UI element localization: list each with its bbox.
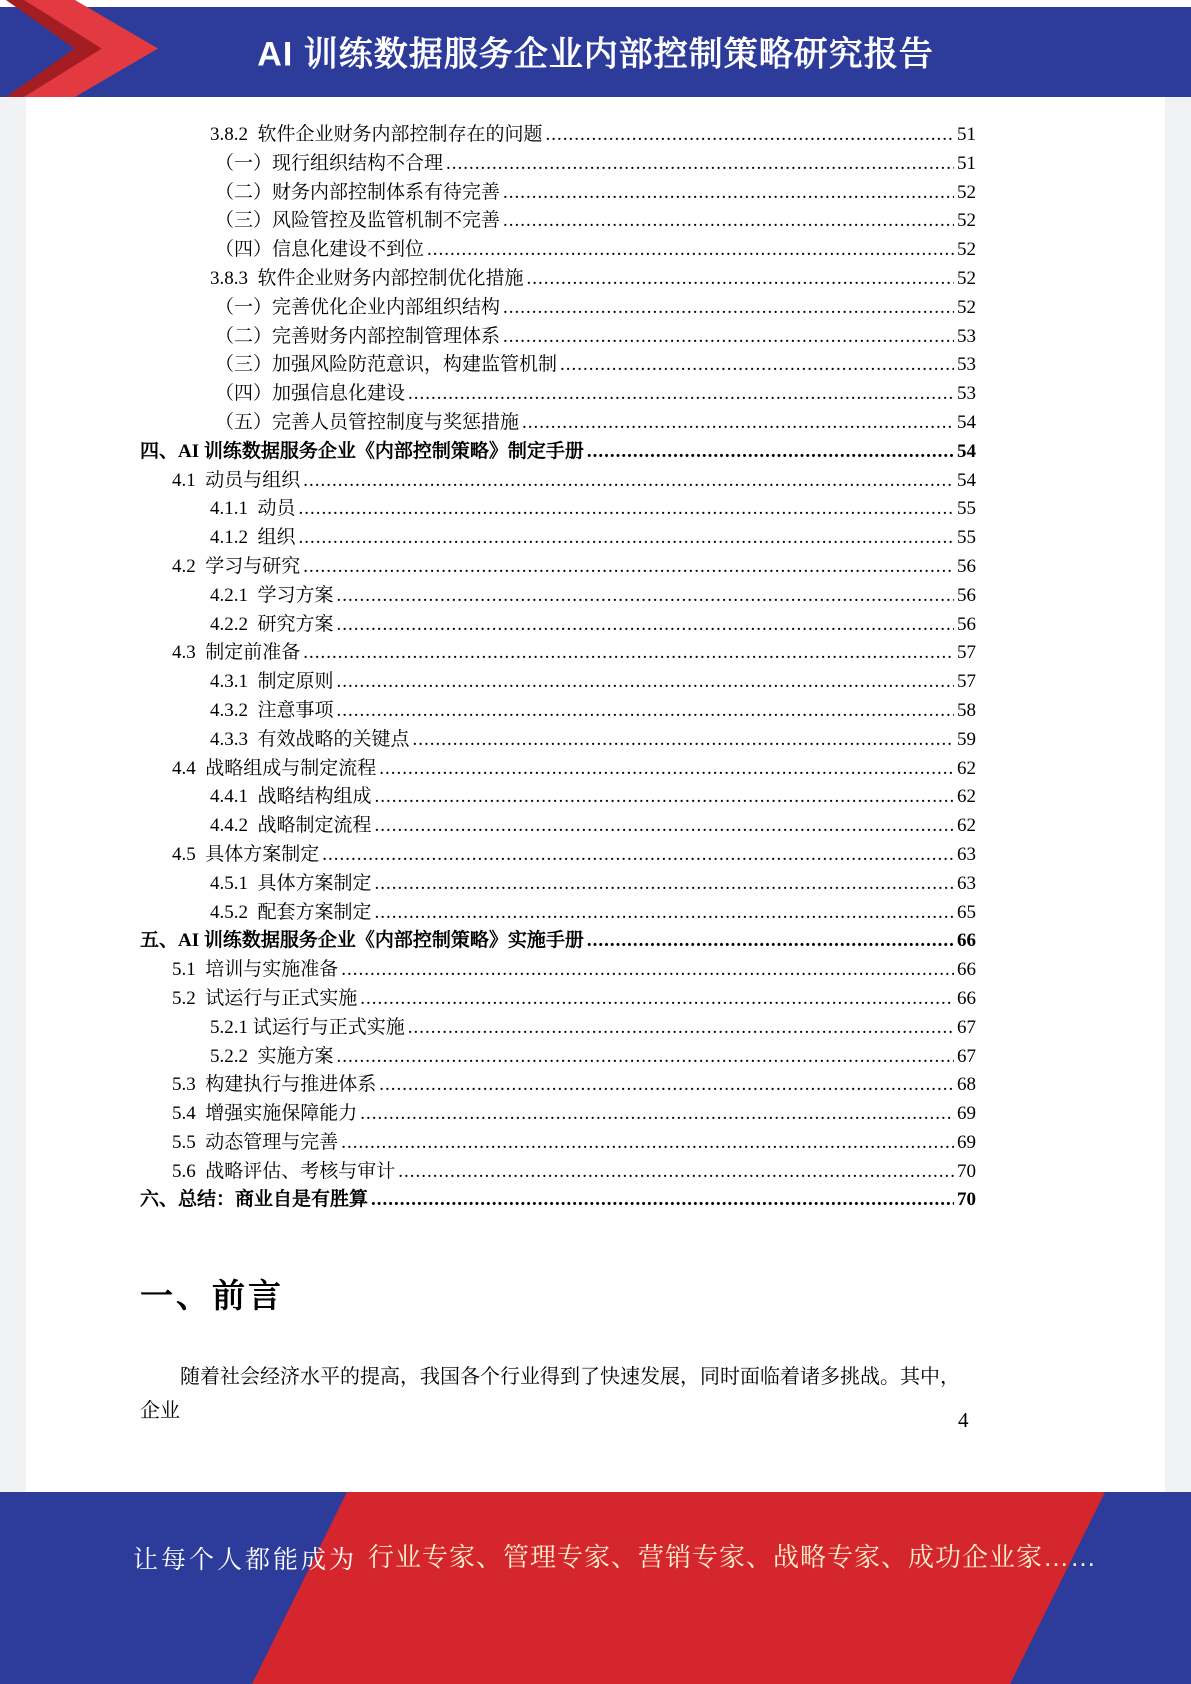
toc-entry-text: 4.3.3 有效战略的关键点 — [210, 728, 410, 750]
toc-entry-page: 52 — [957, 181, 976, 203]
toc-entry-page: 56 — [957, 555, 976, 577]
toc-leader-dots — [375, 870, 954, 899]
toc-entry-text: （四）加强信息化建设 — [215, 383, 406, 405]
toc-entry-page: 63 — [957, 872, 976, 894]
toc-entry-text: 3.8.3 软件企业财务内部控制优化措施 — [210, 267, 524, 289]
toc-entry — [210, 697, 976, 726]
toc-entry — [172, 639, 976, 668]
toc-leader-dots — [303, 467, 954, 496]
toc-entry-text: 4.3 制定前准备 — [172, 642, 301, 664]
toc-entry-page: 54 — [957, 411, 976, 433]
toc-leader-dots — [560, 351, 954, 380]
toc-entry-text: （一）现行组织结构不合理 — [215, 152, 444, 174]
toc-leader-dots — [337, 582, 954, 611]
toc-entry — [210, 870, 976, 899]
toc-entry-text: （三）风险管控及监管机制不完善 — [215, 210, 501, 232]
toc-entry — [215, 150, 976, 179]
toc-entry-text: 5.6 战略评估、考核与审计 — [172, 1160, 396, 1182]
toc-entry — [172, 1129, 976, 1158]
toc-entry-text: 4.4.1 战略结构组成 — [210, 786, 372, 808]
toc-leader-dots — [322, 841, 954, 870]
toc-leader-dots — [413, 726, 954, 755]
toc-entry-page: 62 — [957, 786, 976, 808]
toc-entry-text: 四、AI 训练数据服务企业《内部控制策略》制定手册 — [140, 440, 584, 462]
toc-entry — [210, 812, 976, 841]
toc-entry — [215, 380, 976, 409]
toc-leader-dots — [299, 495, 954, 524]
toc-entry-text: 4.1.1 动员 — [210, 498, 296, 520]
toc-entry-page: 52 — [957, 210, 976, 232]
toc-entry — [172, 553, 976, 582]
toc-entry-text: 4.1 动员与组织 — [172, 469, 301, 491]
toc-entry-page: 69 — [957, 1103, 976, 1125]
toc-entry — [210, 1043, 976, 1072]
toc-entry — [140, 1186, 976, 1215]
toc-entry — [215, 236, 976, 265]
section-heading: 一、前言 — [140, 1277, 284, 1314]
toc-leader-dots — [503, 179, 954, 208]
toc-leader-dots — [341, 1129, 954, 1158]
report-title: AI 训练数据服务企业内部控制策略研究报告 — [257, 35, 934, 74]
toc-entry — [210, 582, 976, 611]
toc-entry-page: 53 — [957, 354, 976, 376]
toc-entry-text: 4.5.2 配套方案制定 — [210, 901, 372, 923]
toc-entry-text: 4.3.2 注意事项 — [210, 699, 334, 721]
toc-leader-dots — [408, 380, 954, 409]
toc-leader-dots — [503, 294, 954, 323]
toc-entry-text: 5.1 培训与实施准备 — [172, 959, 339, 981]
toc-entry — [210, 726, 976, 755]
toc-entry — [172, 956, 976, 985]
toc-leader-dots — [408, 1014, 954, 1043]
toc-entry-page: 55 — [957, 498, 976, 520]
toc-entry-page: 57 — [957, 671, 976, 693]
toc-entry-text: 5.3 构建执行与推进体系 — [172, 1074, 377, 1096]
toc-leader-dots — [375, 783, 954, 812]
toc-entry-text: 3.8.2 软件企业财务内部控制存在的问题 — [210, 124, 543, 145]
toc-entry-text: 4.1.2 组织 — [210, 527, 296, 549]
toc-entry-text: 4.2.1 学习方案 — [210, 584, 334, 606]
toc-entry-page: 70 — [957, 1160, 976, 1182]
toc-entry-page: 62 — [957, 757, 976, 779]
toc-entry — [172, 755, 976, 784]
toc-entry-page: 67 — [957, 1016, 976, 1038]
toc-leader-dots — [379, 755, 954, 784]
toc-entry-text: 4.2 学习与研究 — [172, 555, 301, 577]
toc-leader-dots — [337, 611, 954, 640]
toc-entry-text: （五）完善人员管控制度与奖惩措施 — [215, 411, 520, 433]
toc-entry — [140, 927, 976, 956]
toc-leader-dots — [587, 438, 954, 467]
toc-entry-text: 4.4.2 战略制定流程 — [210, 815, 372, 837]
toc-leader-dots — [375, 812, 954, 841]
toc-leader-dots — [446, 150, 954, 179]
toc-entry — [210, 495, 976, 524]
toc-leader-dots — [375, 899, 954, 928]
toc-entry — [215, 207, 976, 236]
toc-entry-page: 65 — [957, 901, 976, 923]
toc-leader-dots — [398, 1158, 954, 1187]
toc-entry-text: 4.5 具体方案制定 — [172, 843, 320, 865]
toc-entry-page: 58 — [957, 699, 976, 721]
page-edge-left — [0, 97, 26, 1492]
toc-entry-text: 5.5 动态管理与完善 — [172, 1131, 339, 1153]
toc-entry-page: 69 — [957, 1131, 976, 1153]
toc-entry-page: 62 — [957, 815, 976, 837]
toc-leader-dots — [546, 121, 954, 150]
toc-leader-dots — [527, 265, 954, 294]
toc-entry-page: 66 — [957, 959, 976, 981]
toc-leader-dots — [337, 1043, 954, 1072]
toc-entry-page: 53 — [957, 325, 976, 347]
toc-entry-page: 66 — [957, 987, 976, 1009]
toc-leader-dots — [303, 639, 954, 668]
toc-entry — [210, 668, 976, 697]
toc-entry-page: 52 — [957, 296, 976, 318]
toc-entry-text: 4.3.1 制定原则 — [210, 671, 334, 693]
toc-entry — [215, 351, 976, 380]
toc-entry — [210, 783, 976, 812]
toc-entry — [210, 899, 976, 928]
toc-entry-page: 56 — [957, 613, 976, 635]
toc-entry-text: 六、总结：商业自是有胜算 — [140, 1189, 369, 1211]
toc-leader-dots — [587, 927, 954, 956]
toc-leader-dots — [299, 524, 954, 553]
toc-leader-dots — [360, 985, 954, 1014]
footer-slogan-right: 行业专家、管理专家、营销专家、战略专家、成功企业家…… — [368, 1542, 1098, 1572]
toc-entry-text: （二）财务内部控制体系有待完善 — [215, 181, 501, 203]
toc-entry-text: 五、AI 训练数据服务企业《内部控制策略》实施手册 — [140, 930, 584, 952]
toc-entry-page: 53 — [957, 383, 976, 405]
page-number: 4 — [958, 1408, 969, 1432]
toc-entry-text: （一）完善优化企业内部组织结构 — [215, 296, 501, 318]
toc-entry-text: （二）完善财务内部控制管理体系 — [215, 325, 501, 347]
toc-entry — [172, 1100, 976, 1129]
toc-entry-page: 51 — [957, 124, 976, 145]
toc-entry — [215, 179, 976, 208]
toc-entry-page: 57 — [957, 642, 976, 664]
toc-entry-page: 52 — [957, 239, 976, 261]
toc-leader-dots — [341, 956, 954, 985]
toc-entry — [172, 985, 976, 1014]
toc-entry-text: 4.4 战略组成与制定流程 — [172, 757, 377, 779]
toc-leader-dots — [379, 1071, 954, 1100]
toc-entry-text: 4.5.1 具体方案制定 — [210, 872, 372, 894]
toc-entry — [215, 294, 976, 323]
toc-entry-text: 4.2.2 研究方案 — [210, 613, 334, 635]
toc-leader-dots — [427, 236, 954, 265]
toc-entry-page: 59 — [957, 728, 976, 750]
toc-entry-page: 51 — [957, 152, 976, 174]
toc-leader-dots — [360, 1100, 954, 1129]
toc-entry-page: 52 — [957, 267, 976, 289]
toc-entry — [215, 409, 976, 438]
page-footer-band — [0, 1492, 1191, 1684]
toc-entry-text: 5.2 试运行与正式实施 — [172, 987, 358, 1009]
toc-leader-dots — [371, 1186, 954, 1215]
toc-entry-page: 68 — [957, 1074, 976, 1096]
arrow-decoration-icon — [6, 0, 166, 97]
toc-entry — [210, 265, 976, 294]
body-paragraph: 随着社会经济水平的提高，我国各个行业得到了快速发展，同时面临着诸多挑战。其中，企业 — [140, 1366, 960, 1422]
toc-entry-page: 54 — [957, 440, 976, 462]
toc-entry — [172, 841, 976, 870]
page-header-band — [0, 7, 1191, 97]
toc-entry-page: 63 — [957, 843, 976, 865]
toc-entry — [215, 323, 976, 352]
toc-entry — [172, 1158, 976, 1187]
toc-entry-text: （四）信息化建设不到位 — [215, 239, 425, 261]
toc-leader-dots — [337, 697, 954, 726]
toc-entry-text: 5.2.1 试运行与正式实施 — [210, 1016, 405, 1038]
toc-leader-dots — [503, 207, 954, 236]
footer-red-ribbon — [0, 1492, 1191, 1684]
footer-slogan-left: 让每个人都能成为 — [133, 1546, 358, 1574]
toc-entry-text: 5.2.2 实施方案 — [210, 1045, 334, 1067]
toc-entry — [210, 524, 976, 553]
toc-entry-page: 55 — [957, 527, 976, 549]
toc-entry — [172, 1071, 976, 1100]
toc-entry-text: （三）加强风险防范意识，构建监管机制 — [215, 354, 558, 376]
toc-entry-page: 56 — [957, 584, 976, 606]
toc-leader-dots — [522, 409, 954, 438]
toc-entry — [140, 438, 976, 467]
toc-entry-page: 67 — [957, 1045, 976, 1067]
toc-entry — [172, 467, 976, 496]
toc-entry-page: 66 — [957, 930, 976, 952]
page-edge-right — [1165, 97, 1191, 1492]
toc-leader-dots — [503, 323, 954, 352]
toc-entry-page: 54 — [957, 469, 976, 491]
toc-entry — [210, 121, 976, 150]
toc-entry — [210, 1014, 976, 1043]
toc-leader-dots — [337, 668, 954, 697]
toc-entry-text: 5.4 增强实施保障能力 — [172, 1103, 358, 1125]
toc — [140, 121, 976, 1215]
toc-entry-page: 70 — [957, 1189, 976, 1211]
toc-leader-dots — [303, 553, 954, 582]
toc-entry — [210, 611, 976, 640]
